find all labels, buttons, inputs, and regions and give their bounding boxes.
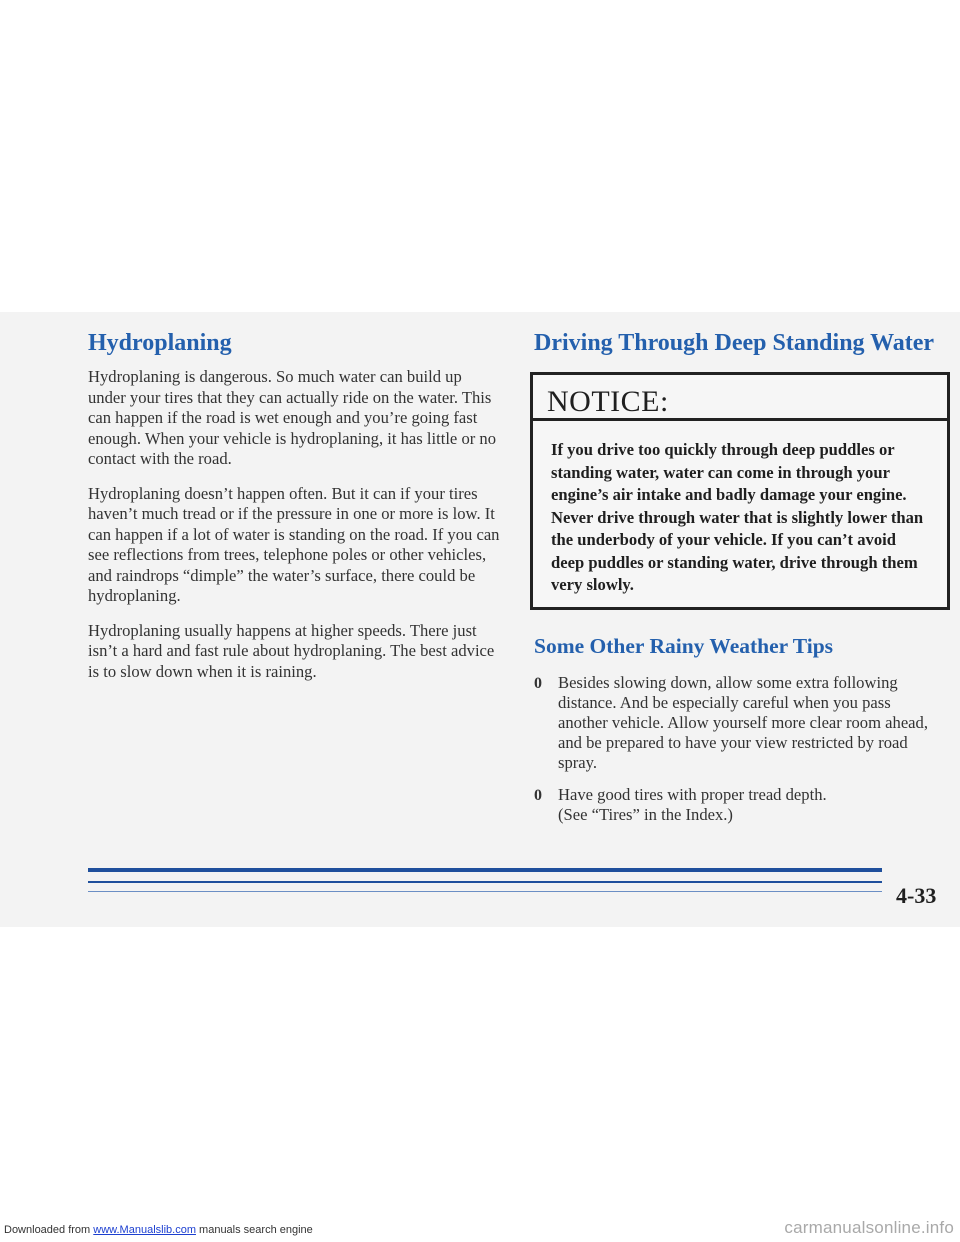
deep-water-heading: Driving Through Deep Standing Water xyxy=(534,330,935,356)
rainy-tips-heading: Some Other Rainy Weather Tips xyxy=(534,633,834,658)
footer-prefix: Downloaded from xyxy=(4,1224,94,1236)
notice-box xyxy=(530,372,950,610)
hydroplaning-heading: Hydroplaning xyxy=(88,330,232,356)
left-column xyxy=(88,328,500,682)
rule-thin xyxy=(88,891,882,892)
page-rule xyxy=(88,868,882,892)
bullet-icon: 0 xyxy=(534,674,542,692)
rule-thick xyxy=(88,868,882,872)
manualslib-link[interactable]: www.Manualslib.com xyxy=(93,1224,196,1236)
page-number: 4-33 xyxy=(896,883,937,908)
tips-list xyxy=(534,673,940,825)
footer-suffix: manuals search engine xyxy=(195,1224,313,1236)
paragraph: Hydroplaning doesn’t happen often. But it can if your tires haven’t much tread or if the pressure in one or more is low. It can happen if a lot of water is standing on the road. If you can see reflections from trees, telephone poles or other vehicles, and raindrops “dimple” the water’s surface, there could be hydroplaning. xyxy=(88,483,500,605)
tip-text: Have good tires with proper tread depth. xyxy=(558,784,827,804)
paragraph: Hydroplaning is dangerous. So much water can build up under your tires that they can actually ride on the water. This can happen if the road is wet enough and you’re going fast enough. When your vehicle is hydroplaning, it has little or no contact with the road. xyxy=(88,367,497,468)
notice-title: NOTICE: xyxy=(533,377,947,421)
notice-text: If you drive too quickly through deep puddles or standing water, water can come in through your engine’s air intake and badly damage your engine. Never drive through water that is slightly lower than the underbody of your vehicle. If you can’t avoid deep puddles or standing water, drive through them very slowly. xyxy=(551,440,924,594)
right-column xyxy=(520,328,940,837)
list-item xyxy=(534,673,940,773)
list-item xyxy=(534,785,940,825)
bullet-icon: 0 xyxy=(534,786,542,804)
watermark: carmanualsonline.info xyxy=(784,1218,954,1237)
download-footer xyxy=(4,1224,313,1236)
rule-thin xyxy=(88,881,882,883)
tip-note: (See “Tires” in the Index.) xyxy=(558,804,733,824)
paragraph: Hydroplaning usually happens at higher speeds. There just isn’t a hard and fast rule about hydroplaning. The best advice is to slow down when it is raining. xyxy=(88,620,495,681)
tip-text: Besides slowing down, allow some extra following distance. And be especially careful when you pass another vehicle. Allow yourself more clear room ahead, and be prepared to have your view restricted by road spray. xyxy=(558,672,928,772)
top-margin xyxy=(0,0,960,312)
